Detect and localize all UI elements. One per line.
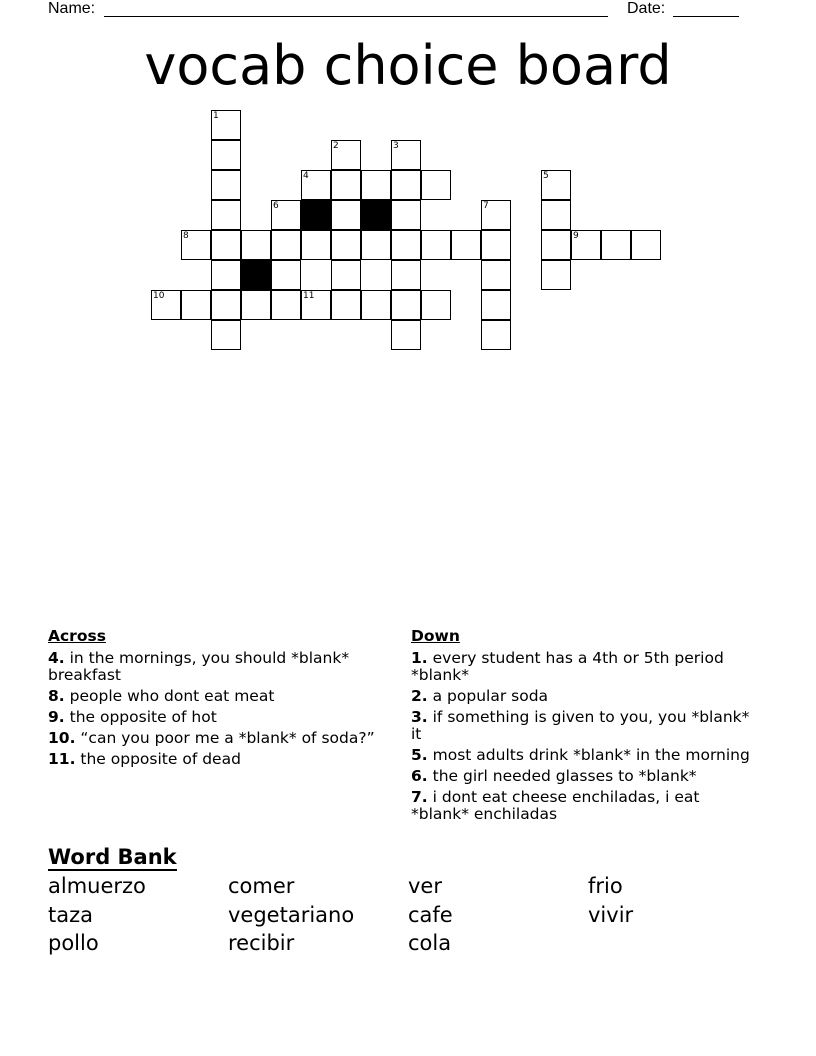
clue-text: the opposite of dead bbox=[80, 750, 241, 768]
crossword-cell[interactable] bbox=[301, 290, 331, 320]
clue-item bbox=[411, 789, 756, 823]
crossword-cell[interactable] bbox=[271, 290, 301, 320]
crossword-cell[interactable] bbox=[211, 200, 241, 230]
clue-number-label: 4 bbox=[303, 171, 309, 181]
crossword-cell[interactable] bbox=[271, 230, 301, 260]
crossword-cell[interactable] bbox=[331, 140, 361, 170]
clue-text: in the mornings, you should *blank* breakfast bbox=[48, 649, 350, 684]
clue-item bbox=[48, 730, 393, 747]
word-bank-word: vegetariano bbox=[228, 903, 355, 927]
crossword-cell[interactable] bbox=[541, 230, 571, 260]
crossword-black-cell bbox=[361, 200, 391, 230]
clue-number-label: 5 bbox=[543, 171, 549, 181]
clue-item bbox=[411, 768, 756, 785]
clue-text: the opposite of hot bbox=[69, 708, 217, 726]
crossword-cell[interactable] bbox=[211, 140, 241, 170]
crossword-cell[interactable] bbox=[601, 230, 631, 260]
word-bank-word: comer bbox=[228, 874, 295, 898]
crossword-cell[interactable] bbox=[241, 290, 271, 320]
clue-text: most adults drink *blank* in the morning bbox=[432, 746, 750, 764]
crossword-cell[interactable] bbox=[541, 200, 571, 230]
word-bank-word: vivir bbox=[588, 903, 634, 927]
clue-item bbox=[411, 650, 756, 684]
crossword-cell[interactable] bbox=[331, 230, 361, 260]
clue-number-label: 2 bbox=[333, 141, 339, 151]
crossword-cell[interactable] bbox=[361, 230, 391, 260]
word-bank-word: pollo bbox=[48, 931, 99, 955]
crossword-cell[interactable] bbox=[211, 290, 241, 320]
crossword-cell[interactable] bbox=[481, 260, 511, 290]
crossword-cell[interactable] bbox=[211, 230, 241, 260]
clue-number-label: 7 bbox=[483, 201, 489, 211]
crossword-cell[interactable] bbox=[481, 200, 511, 230]
crossword-cell[interactable] bbox=[421, 230, 451, 260]
clue-text: i dont eat cheese enchiladas, i eat *blank* enchiladas bbox=[411, 788, 700, 823]
crossword-cell[interactable] bbox=[181, 230, 211, 260]
page-title: vocab choice board bbox=[144, 34, 672, 97]
clue-number: 3. bbox=[411, 708, 428, 726]
word-bank-word: cola bbox=[408, 931, 452, 955]
crossword-cell[interactable] bbox=[391, 140, 421, 170]
word-bank-word: cafe bbox=[408, 903, 453, 927]
crossword-cell[interactable] bbox=[211, 110, 241, 140]
across-heading: Across bbox=[48, 627, 106, 645]
crossword-cell[interactable] bbox=[181, 290, 211, 320]
clue-text: a popular soda bbox=[432, 687, 549, 705]
clue-text: the girl needed glasses to *blank* bbox=[432, 767, 697, 785]
clue-number: 7. bbox=[411, 788, 428, 806]
across-clues bbox=[48, 628, 393, 772]
word-bank-word: almuerzo bbox=[48, 874, 146, 898]
clue-number: 2. bbox=[411, 687, 428, 705]
crossword-cell[interactable] bbox=[391, 200, 421, 230]
clue-item bbox=[48, 751, 393, 768]
crossword-cell[interactable] bbox=[481, 320, 511, 350]
crossword-cell[interactable] bbox=[541, 170, 571, 200]
clue-text: every student has a 4th or 5th period *blank* bbox=[411, 649, 724, 684]
clue-number-label: 3 bbox=[393, 141, 399, 151]
clue-item bbox=[48, 688, 393, 705]
crossword-cell[interactable] bbox=[481, 230, 511, 260]
crossword-black-cell bbox=[241, 260, 271, 290]
clue-number: 1. bbox=[411, 649, 428, 667]
down-clues bbox=[411, 628, 756, 827]
crossword-cell[interactable] bbox=[331, 170, 361, 200]
crossword-cell[interactable] bbox=[391, 290, 421, 320]
crossword-cell[interactable] bbox=[631, 230, 661, 260]
clue-item bbox=[411, 709, 756, 743]
crossword-cell[interactable] bbox=[211, 170, 241, 200]
crossword-cell[interactable] bbox=[331, 290, 361, 320]
crossword-cell[interactable] bbox=[421, 170, 451, 200]
word-bank-word: frio bbox=[588, 874, 623, 898]
clue-text: “can you poor me a *blank* of soda?” bbox=[80, 729, 375, 747]
clue-list bbox=[411, 650, 756, 823]
word-bank-word: taza bbox=[48, 903, 93, 927]
down-heading: Down bbox=[411, 627, 460, 645]
clue-number-label: 1 bbox=[213, 111, 219, 121]
clue-number-label: 8 bbox=[183, 231, 189, 241]
crossword-cell[interactable] bbox=[331, 200, 361, 230]
crossword-black-cell bbox=[301, 200, 331, 230]
crossword-cell[interactable] bbox=[301, 230, 331, 260]
clue-number: 11. bbox=[48, 750, 76, 768]
clue-text: if something is given to you, you *blank* it bbox=[411, 708, 750, 743]
crossword-cell[interactable] bbox=[211, 260, 241, 290]
name-label: Name: bbox=[48, 0, 96, 17]
date-label: Date: bbox=[627, 0, 666, 17]
clue-item bbox=[48, 709, 393, 726]
crossword-cell[interactable] bbox=[331, 260, 361, 290]
crossword-cell[interactable] bbox=[271, 260, 301, 290]
crossword-cell[interactable] bbox=[571, 230, 601, 260]
crossword-cell[interactable] bbox=[391, 170, 421, 200]
clue-number: 10. bbox=[48, 729, 76, 747]
word-bank-word: recibir bbox=[228, 931, 295, 955]
crossword-cell[interactable] bbox=[481, 290, 511, 320]
word-bank-word: ver bbox=[408, 874, 442, 898]
clue-number: 5. bbox=[411, 746, 428, 764]
clue-text: people who dont eat meat bbox=[69, 687, 275, 705]
crossword-cell[interactable] bbox=[361, 290, 391, 320]
crossword-cell[interactable] bbox=[241, 230, 271, 260]
crossword-cell[interactable] bbox=[361, 170, 391, 200]
word-bank-title: Word Bank bbox=[48, 845, 177, 869]
clue-number-label: 6 bbox=[273, 201, 279, 211]
clue-item bbox=[411, 688, 756, 705]
crossword-cell[interactable] bbox=[541, 260, 571, 290]
clue-number: 9. bbox=[48, 708, 65, 726]
crossword-cell[interactable] bbox=[391, 320, 421, 350]
clue-number-label: 9 bbox=[573, 231, 579, 241]
clue-number: 8. bbox=[48, 687, 65, 705]
crossword-cell[interactable] bbox=[211, 320, 241, 350]
crossword-cell[interactable] bbox=[151, 290, 181, 320]
clue-number: 6. bbox=[411, 767, 428, 785]
clue-number-label: 10 bbox=[153, 291, 165, 301]
crossword-cell[interactable] bbox=[301, 170, 331, 200]
clue-list bbox=[48, 650, 393, 768]
clue-number-label: 11 bbox=[303, 291, 315, 301]
crossword-cell[interactable] bbox=[391, 230, 421, 260]
clue-item bbox=[48, 650, 393, 684]
crossword-cell[interactable] bbox=[451, 230, 481, 260]
crossword-cell[interactable] bbox=[271, 200, 301, 230]
clue-number: 4. bbox=[48, 649, 65, 667]
crossword-grid bbox=[0, 0, 816, 400]
crossword-cell[interactable] bbox=[421, 290, 451, 320]
clue-item bbox=[411, 747, 756, 764]
crossword-cell[interactable] bbox=[391, 260, 421, 290]
